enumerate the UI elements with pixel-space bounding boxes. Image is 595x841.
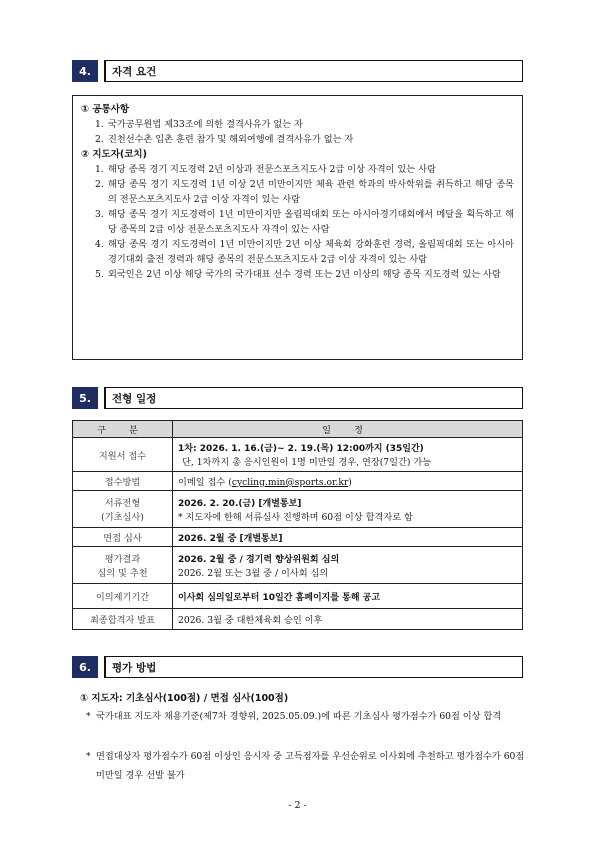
row-label: 평가결과 심의 및 추천: [73, 547, 173, 584]
section-4-title: 자격 요건: [104, 60, 523, 82]
committee-review: 2026. 2월 중 / 경기력 향상위원회 심의: [178, 554, 340, 565]
email-link[interactable]: cycling.min@sports.or.kr: [231, 477, 349, 488]
row-label: 서류전형 (기초심사): [73, 491, 173, 528]
qualification-box: [72, 95, 523, 360]
table-row: [73, 438, 523, 472]
application-period: 1차: 2026. 1. 16.(금)~ 2. 19.(목) 12:00까지 (35일간): [178, 444, 424, 454]
section-6-title: 평가 방법: [104, 656, 523, 678]
table-row: 접수방법 이메일 접수 (cycling.min@sports.or.kr): [73, 472, 523, 491]
common-item: 2. 진천선수촌 입촌 훈련 참가 및 해외여행에 결격사유가 없는 자: [95, 134, 354, 145]
row-label: 면접 심사: [73, 528, 173, 547]
section-4-number: 4.: [72, 60, 98, 82]
header-schedule: 일 정: [173, 421, 523, 438]
row-label: 접수방법: [73, 472, 173, 491]
section-5-title: 전형 일정: [104, 387, 523, 409]
application-extension-note: 단, 1차까지 총 응시인원이 1명 미만일 경우, 연장(7일간) 가능: [182, 457, 432, 468]
common-item: 1. 국가공무원법 제33조에 의한 결격사유가 없는 자: [95, 119, 303, 130]
section-6-header: [72, 656, 523, 678]
section-5-header: [72, 387, 523, 409]
coach-item: 5. 외국인은 2년 이상 해당 국가의 국가대표 선수 경력 또는 2년 이상의 해당 종목 지도경력 있는 사람: [95, 269, 501, 280]
table-row: [73, 547, 523, 584]
table-row: [73, 584, 523, 609]
evaluation-note: * 국가대표 지도자 채용기준(제7차 경향위, 2025.05.09.)에 따른 기초심사 평가점수가 60점 이상 합격: [86, 711, 502, 722]
coach-item: 4. 해당 종목 경기 지도경력이 1년 미만이지만 2년 이상 체육회 강화훈련 경력, 올림픽대회 또는 아시아경기대회 출전 경력과 해당 종목의 전문스포츠지도사 2급 이상 자격이 있는 사람: [95, 239, 514, 265]
common-requirements-title: ① 공통사항: [81, 104, 130, 115]
coach-item: 1. 해당 종목 경기 지도경력 2년 이상과 전문스포츠지도사 2급 이상 자격이 있는 사람: [95, 164, 436, 175]
section-6-number: 6.: [72, 656, 98, 678]
section-5-number: 5.: [72, 387, 98, 409]
row-label: 최종합격자 발표: [73, 609, 173, 630]
section-4-header: [72, 60, 523, 82]
interview-date: 2026. 2월 중 [개별통보]: [173, 528, 523, 547]
row-label: 지원서 접수: [73, 438, 173, 472]
coach-item: 3. 해당 종목 경기 지도경력이 1년 미만이지만 올림픽대회 또는 아시아경기대회에서 메달을 획득하고 해당 종목의 2급 이상 전문스포츠지도사 자격이 있는 사람: [95, 209, 514, 235]
page-number: - 2 -: [288, 800, 307, 811]
row-label: 이의제기기간: [73, 584, 173, 609]
document-screening-date: 2026. 2. 20.(금) [개별통보]: [178, 498, 302, 509]
coach-requirements-title: ② 지도자(코치): [81, 149, 147, 160]
coach-item: 2. 해당 종목 경기 지도경력 1년 이상 2년 미만이지만 체육 관련 학과의 박사학위를 취득하고 해당 종목의 전문스포츠지도사 2급 이상 자격이 있는 사람: [95, 179, 514, 205]
header-category: 구 분: [73, 421, 173, 438]
table-row: [73, 491, 523, 528]
table-row: [73, 609, 523, 630]
schedule-table: [72, 420, 523, 630]
objection-period: 이사회 심의일로부터 10일간 홈페이지를 통해 공고: [173, 584, 523, 609]
board-review: 2026. 2월 또는 3월 중 / 이사회 심의: [178, 567, 329, 579]
document-screening-note: * 지도자에 한해 서류심사 진행하며 60점 이상 합격자로 함: [178, 511, 413, 523]
evaluation-criteria: ① 지도자: 기초심사(100점) / 면접 심사(100점): [80, 693, 289, 704]
table-header-row: [73, 421, 523, 438]
final-announcement: 2026. 3월 중 대한체육회 승인 이후: [173, 609, 523, 630]
table-row: [73, 528, 523, 547]
evaluation-note: * 면접대상자 평가점수가 60점 이상인 응시자 중 고득점자를 우선순위로 이사회에 추천하고 평가점수가 60점 미만일 경우 선발 불가: [86, 751, 525, 781]
